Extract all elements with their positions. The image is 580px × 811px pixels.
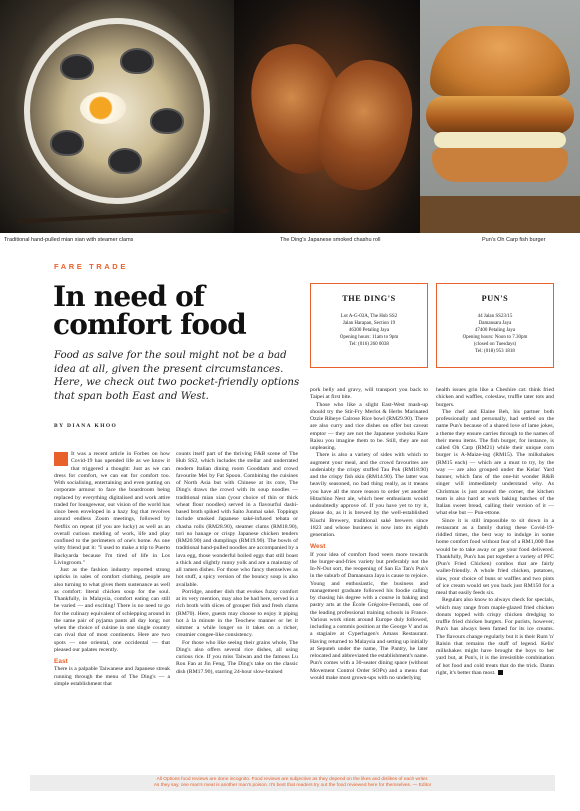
body-column-3 [310,387,428,682]
editor-note-line: As they say, one man's meat is another man's poison. It's best that readers try out the food reviewed here for themselves. — Editor [153,783,432,788]
body-paragraph: Since it is still impossible to sit down in a restaurant as a family during these Covid-19-riddled times, the best way to indulge in some home comfort food without fear of a RM1,000 fine would be to take away or get your food delivered. Thankfully, Pun's has put together a variety of PFC (Pun's Fried Chicken) combos that are fairly wallet-friendly. A whole fried chicken, potatoes, slaw, your choice of buns or waffles and two pints of ice cream would set you back just RM150 for a meal that easily feeds six. [436,517,554,596]
infobox-line: Jalan Harapan, Section 19 [342,321,396,326]
body-paragraph: Those who like a slight East-West mash-up should try the Stir-Fry Merlot & Herbs Marinated Ozzie Ribeye Calrose Rice bowl (RM29.90). There are also curry and rice dishes on offer but caveat emptor — they are not the Japanese yoshoku Kare Raisu you imagine them to be. Still, they are not unpleasing. [310,401,428,451]
body-column-1 [54,451,170,688]
body-paragraph [436,597,554,677]
infobox-title: PUN'S [481,294,509,303]
infobox-line: 46300 Petaling Jaya [348,328,390,333]
infobox-the-dings [310,283,428,368]
body-paragraph [54,451,170,567]
body-text: It was a recent article in Forbes on how Covid-19 has upended life as we know it that triggered a thought: Just as we can dress for comfort, we can eat for comfort too. With socialising, entertaining and even putting on corporate armour to face the boardroom being replaced by everything digitalised and work attire traded for loungewear, our vision of the world has since been enveloped in a hazy fog that revolves around endless Zoom meetings, followed by Netflix on repeat (if you are lucky) as well as an overall curious melding of work, life and play confined to the perimeters of one's home. As one witty friend put it: "I used to make a trip to Puerto Backyarda because I'm tired of life in Los Livingroom." [54,451,170,566]
photo-fish-burger [420,0,580,233]
end-mark-icon [498,670,503,675]
editor-note [30,775,555,791]
photo-mian-xian [0,0,234,233]
body-paragraph: health issues grin like a Cheshire cat: think fried chicken and waffles, coleslaw, truffle tater tots and burgers. [436,387,554,408]
burger-bun-bottom [432,148,568,182]
clam-shape [60,54,94,80]
clam-shape [108,148,142,174]
infobox-line: 44 Jalan SS23/15 [477,314,513,319]
body-paragraph: The chef and Elaine Beh, his partner both professionally and personally, had settled on the name Pun's because of a shared love of lame jokes, a theme they ensure carries through to the names of their menu items. The fish burger, for instance, is called Oh Carp (RM21) while their unique corn burger is A-Maize-ing (RM15). The milkshakes (RM15 each) — which are a must to try, by the way — are also grouped under the Kelas' Yard banner, which fans of the one-hit wonder R&B singer will immediately understand why. As Christmas is just around the corner, the kitchen team is also hard at work baking batches of the Italian sweet bread, calling their version of it — what else but — Pun-ettone. [436,408,554,517]
clam-shape [150,108,184,134]
infobox-line: Damansara Jaya [478,321,512,326]
infobox-line: (closed on Tuesdays) [473,342,517,347]
body-paragraph: There is a palpable Taiwanese and Japanese streak running through the menu of The Ding's — a simple establishment that [54,666,170,687]
body-paragraph: counts itself part of the thriving F&B scene of The Hub SS2, which includes the stellar and underrated modern Italian dining room Gooddam and crowd favourite Mei by Fat Spoon. Combining the cuisines of North Asia but with Chinese at its core, The Ding's draws the crowd with its soup noodles — traditional mian xian (your choice of thin or thick wheat flour noodles) served in a flavourful dashi-based broth spiked with Saito Junmai saké. Toppings include smoked Japanese saké-infused tebata or chasha rolls (RM28.90), steamer clams (RM18.90), tori no hanage or crispy Japanese chicken tenders (RM20.90) and dumplings (RM19.90). The bowls of traditional hand-pulled noodles are accompanied by a lava egg, those wonderful boiled eggs that still boast a thick and slightly runny yolk and are a mainstay of all ramen dishes. For those who fancy themselves as hot stuff, a spicy version of the bouncy soup is also available. [176,451,298,588]
infobox-line: Tel: (018) 953 1818 [475,349,515,354]
burger-slaw [434,132,566,148]
body-column-4 [436,387,554,677]
caption-fish-burger: Pun's Oh Carp fish burger [482,237,546,243]
body-column-2 [176,451,298,676]
wooden-board-image [420,196,580,233]
infobox-line: Tel: (016) 260 0038 [349,342,389,347]
infobox-line: Lot A-G-03A, The Hub SS2 [340,314,398,319]
body-text: Regulars also know to always check for specials, which may range from maple-glazed fried chicken donuts topped with crispy chicken dredging to truffle fried chicken burgers. For purists, however, Pun's has always been famed for its ice creams. The flavours change regularly but it is their Rum 'n' Raisin that remains the stuff of legend. Kelis' milkshakes might have brought the boys to her yard but, at Pun's, it is the irresistible combination of hot food and cold treats that do the trick. Damn right, it's better than most. [436,597,554,676]
body-paragraph: There is also a variety of sides with which to augment your meal, and the crowd favourites are undeniably the crispy stuffed Tau Pok (RM18.90) and the crispy fish skin (RM14.90). The latter was heavily seasoned, no bad thing really, as it means you have all the more reason to order yet another Hitachino Nest ale, which beer enthusiasts would undoubtedly approve of. If you have yet to try it, please do, as it is brewed by the well-established Kiuchi Brewery, traditional saké brewers since 1823 and whose business is now into its eighth generation. [310,452,428,538]
burger-bun-top [430,26,570,96]
clam-shape [120,48,154,74]
lava-egg-image [80,92,126,124]
infobox-line: Opening hours: 11am to 9pm [339,335,399,340]
drop-cap-block [54,452,68,466]
clam-shape [50,130,84,156]
body-paragraph: Just as the fashion industry reported strong upticks in sales of comfort clothing, people are also turning to what gives them sustenance as well as comfort: literal chicken soup for the soul. Thankfully, in Malaysia, comfort eating can still be varied — and exciting! There is no need to go for the culinary equivalent of schlepping around in the same pair of pyjama pants all day long; not when the choice of cuisine in one single country can rival that of most continents. Here are two spots — one oriental, one occidental — that pleased our palates recently. [54,567,170,653]
chopsticks-image [18,209,228,224]
infobox-line: 47400 Petaling Jaya [474,328,516,333]
infobox-puns [436,283,554,368]
editor-note-line: All Options food reviews are done incognito. Food reviews are subjective as they depend on the likes and dislikes of each writer. [156,776,429,782]
byline: BY DIANA KHOO [54,423,118,429]
body-paragraph: Porridge, another dish that evokes fuzzy comfort at its very mention, may also be had here, served in a rich broth with slices of grouper fish and fresh clams (RM70). Here, guests may choose to enjoy it piping hot à la minute in the Teochew manner or let it simmer a while longer so it takes on a richer, creamier congee-like consistency. [176,588,298,639]
subhead-west: West [310,543,326,551]
subhead-east: East [54,658,68,665]
section-label: FARE TRADE [54,262,128,271]
body-paragraph: pork belly and gravy, will transport you back to Taipei at first bite. [310,387,428,401]
headline: In need of comfort food [53,280,246,341]
body-paragraph: For those who like seeing their grains whole, The Ding's also offers several rice dishes, all using curious rice. If you miss Taiwan and the famous Lu Rou Fan at Jin Feng, The Ding's take on the classic dish (RM17.90), starring 24-hour slow-braised [176,639,298,675]
caption-mian-xian: Traditional hand-pulled mian xian with steamer clams [4,237,134,243]
infobox-line: Opening hours: Noon to 7.30pm [462,335,528,340]
standfirst: Food as salve for the soul might not be a bad idea at all, given the present circumstances. Here, we check out two pocket-friendly options that span both East and West. [54,350,300,402]
infobox-title: THE DING'S [342,294,396,303]
burger-patty [426,96,574,134]
caption-chashu-roll: The Ding's Japanese smoked chashu roll [280,237,381,243]
photo-chashu-roll [234,0,420,233]
body-paragraph: If your idea of comfort food veers more towards the burger-and-fries variety but preferably not the In-N-Out sort, the reopening of San Ea Tan's Pun's in the suburb of Damansara Jaya is cause to rejoice. Young and enthusiastic, the business and management graduate followed his foodie calling by chasing his degree with a course in baking and pastry arts at the École Grégoire-Ferrandi, one of the leading professional training schools in France. Various work stints around Europe duly followed, including a commis position at the George V and as a stagiaire at Cyperhagen's Amass Restaurant. Having returned to Malaysia and setting up initially at Seputeh under the name, The Pantry, he later relocated and abbreviated the establishment's name. Pun's comes with a 30-seater dining space (without Movement Control Order SOPs) and a menu that would make most grown-ups with no underlying [310,551,428,681]
